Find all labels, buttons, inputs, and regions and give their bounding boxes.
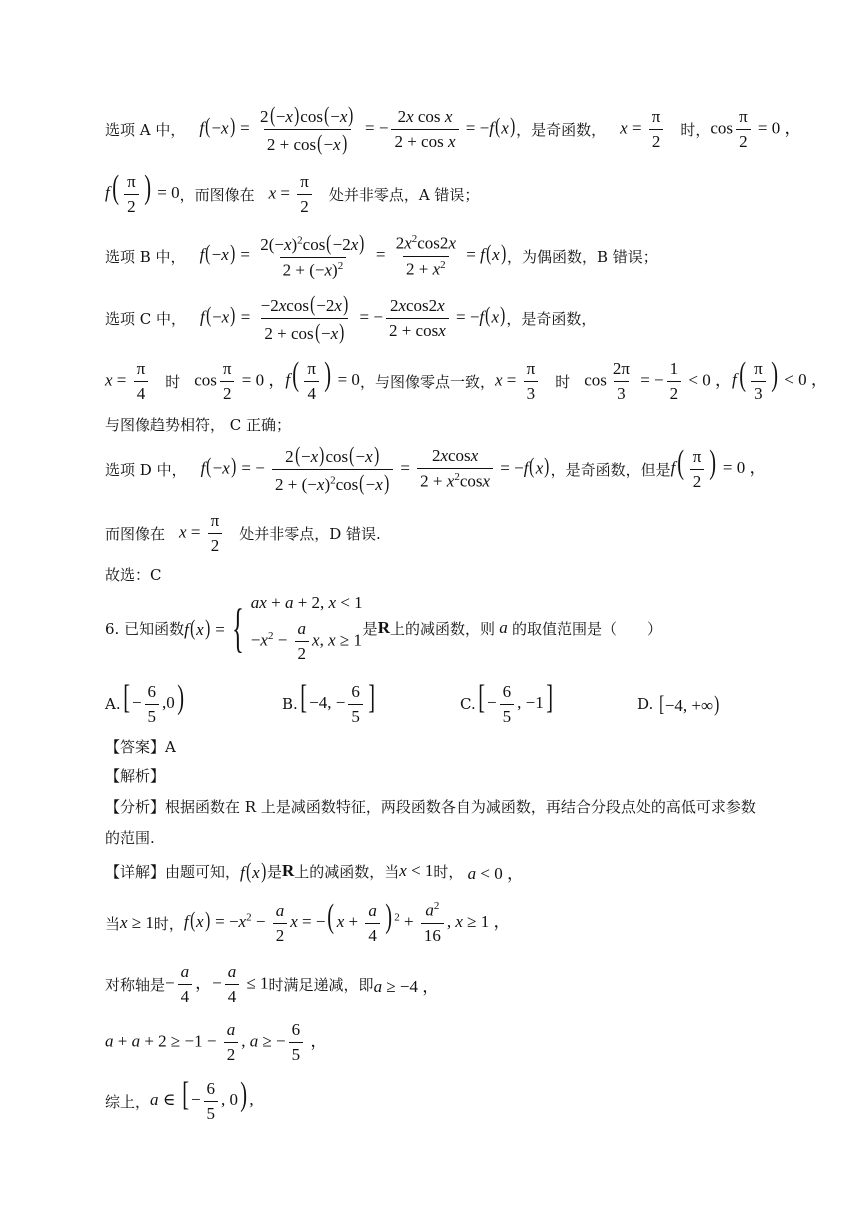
option-c-prefix: 选项 C 中，: [105, 309, 187, 328]
option-a-mid: ，是奇函数，: [516, 120, 607, 139]
axis-mid: 时满足递减，即: [268, 975, 374, 994]
xiangjie-when: 时，: [433, 862, 464, 881]
option-d-line-2: 而图像在 x = $\frac{\pi}{2}$ 处并非零点，D 错误.: [105, 510, 381, 555]
option-a-line: 选项 A 中， f(−x) = $\frac{2(-x)\cos(-x)}{2 + \cos(-x)}$ = − $\frac{\text{2x cos x}}{\text{2 + cos x}}$ = −f(x) ，是奇函数， x = $\frac{\pi}{2}$ 时， cos $\frac{\pi}{2}$ = 0 ，: [105, 101, 802, 155]
analysis-heading: [105, 762, 828, 788]
summary-prefix: 综上，: [105, 1092, 151, 1111]
xiangjie-mid: 是: [266, 862, 282, 881]
summary-line: 综上， a ∈ [ − $\frac{6}{5}$ , 0) ,: [105, 1076, 254, 1123]
math-expression: f(−x) = $\frac{2(-x)\cos(-x)}{2 + \cos(-x)}$ = − $\frac{\text{2x cos x}}{\text{2 + cos x}}$ = −f(x): [199, 101, 516, 155]
option-b-label: B.: [282, 695, 298, 713]
question-6-prefix: 6. 已知函数: [105, 619, 185, 638]
option-c[interactable]: C. [ − $\frac{6}{5}$ , −1]: [460, 679, 553, 726]
inequality-line: a + a + 2 ≥ −1 − $\frac{a}{2}$ , a ≥ − $\frac{6}{5}$ ，: [105, 1019, 328, 1064]
option-b-line: 选项 B 中， f(−x) = $\frac{2(-x)^2\cos(-2x)}{2 + (-x)^2}$ = $\frac{2x^2\cos 2x}{2 + x^2}$ = f(x) ，为偶函数，B 错误；: [105, 229, 658, 280]
when-label: 当: [105, 914, 121, 933]
option-a-tail: 处并非零点，A 错误；: [328, 185, 480, 204]
option-b[interactable]: B. [ −4, − $\frac{6}{5}$ ]: [282, 679, 375, 726]
option-a-when: 时，: [680, 120, 711, 139]
option-c-tail: ，是奇函数，: [506, 309, 597, 328]
piecewise-function: { ax + a + 2, x < 1 $-x^2$ − $\frac{a}{2}$ x, x ≥ 1: [232, 592, 363, 663]
option-c-conclusion: 与图像趋势相符， C 正确；: [105, 415, 292, 434]
question-6-tail-2: 上的减函数，则: [389, 619, 495, 638]
question-6-bold-r: R: [377, 618, 390, 637]
analysis-text: 【解析】: [105, 766, 166, 785]
option-b-prefix: 选项 B 中，: [105, 247, 186, 266]
option-d-tail: 处并非零点，D 错误.: [239, 524, 381, 543]
answer-line: [105, 733, 828, 759]
option-a[interactable]: A. [ − $\frac{6}{5}$ ,0): [105, 679, 184, 726]
xiangjie-line: 【详解】由题可知， f(x) 是 R 上的减函数，当 x < 1 时， a < 0 ，: [105, 857, 525, 883]
xiangjie-bold-r: R: [281, 861, 295, 880]
option-c-mid: ，与图像零点一致，: [359, 372, 495, 391]
question-6-tail-3: 的取值范围是（ ）: [511, 619, 662, 638]
option-a-line-2: f( $\frac{\pi}{2}$ ) = 0 ，而图像在 x = $\frac{\pi}{2}$ 处并非零点，A 错误；: [105, 169, 480, 216]
option-c-label: C.: [460, 695, 476, 713]
option-d-line: 选项 D 中， f(−x) = − $\frac{2(-x)\cos(-x)}{2 + (-x)^2\cos(-x)}$ = $\frac{2xcosx}{2 + x^2\cos x}$ = −f(x) ，是奇函数，但是 f( $\frac{\pi}{2}$ ) = 0 ，: [105, 441, 767, 495]
option-a-text: ，而图像在: [179, 185, 255, 204]
question-6: 6. 已知函数 f(x) = { ax + a + 2, x < 1 $-x^2$ − $\frac{a}{2}$ x, x ≥ 1 是 R 上的减函数，则 a 的取值范围是（ ）: [105, 592, 662, 663]
option-d[interactable]: D. [−4, +∞): [637, 690, 720, 716]
choice-line: [105, 560, 828, 588]
xiangjie-prefix: 【详解】由题可知，: [105, 862, 241, 881]
xiangjie-mid-2: 上的减函数，当: [294, 862, 400, 881]
fenxi-line: [105, 793, 828, 819]
option-a-prefix: 选项 A 中，: [105, 120, 186, 139]
when-label-2: 时，: [153, 914, 184, 933]
fenxi-text: 【分析】根据函数在 R 上是减函数特征，两段函数各自为减函数，再结合分段点处的高低可求参数: [105, 797, 756, 816]
when-text-2: 时: [555, 372, 571, 391]
choice-text: 故选：C: [105, 565, 162, 584]
axis-prefix: 对称轴是: [105, 975, 166, 994]
answer-text: 【答案】A: [105, 737, 176, 756]
option-d-prefix: 选项 D 中，: [105, 460, 187, 479]
fenxi-text-2: 的范围.: [105, 828, 155, 847]
option-c-line-2: x = $\frac{\pi}{4}$ 时 cos $\frac{\pi}{2}$ = 0 ， f( $\frac{\pi}{4}$ ) = 0 ，与图像零点一致， x = $\frac{\pi}{3}$ 时 cos $\frac{2\pi}{3}$ = − $\frac{1}{2}$ < 0 ， f( $\frac{\pi}{3}$ ) < 0 ，: [105, 356, 828, 403]
question-6-tail-1: 是: [362, 619, 378, 638]
option-c-line-3: [105, 410, 828, 438]
option-d-label: D.: [637, 695, 654, 713]
axis-line: 对称轴是 − $\frac{a}{4}$ ，− $\frac{a}{4}$ ≤ 1 时满足递减，即 a ≥ −4 ，: [105, 961, 440, 1006]
option-d-prefix-2: 而图像在: [105, 524, 166, 543]
option-c-line: 选项 C 中， f(−x) = $\frac{-2xcos(-2x)}{2 + \cos(-x)}$ = − $\frac{2xcos2x}{2 + \cos x}$ = −f(x) ，是奇函数，: [105, 290, 597, 344]
when-text: 时: [165, 372, 181, 391]
case-ge1-line: 当 x ≥ 1 时， $f(x) = -x^2$ − $\frac{a}{2}$ x = −( x + $\frac{a}{4}$ ) $^2$ + $\frac{a^2}{16}$ , x ≥ 1 ，: [105, 898, 511, 945]
option-b-tail: ，为偶函数，B 错误；: [507, 247, 658, 266]
option-d-mid: ，是奇函数，但是: [550, 460, 671, 479]
option-a-label: A.: [105, 695, 121, 713]
fenxi-line-2: [105, 824, 828, 850]
